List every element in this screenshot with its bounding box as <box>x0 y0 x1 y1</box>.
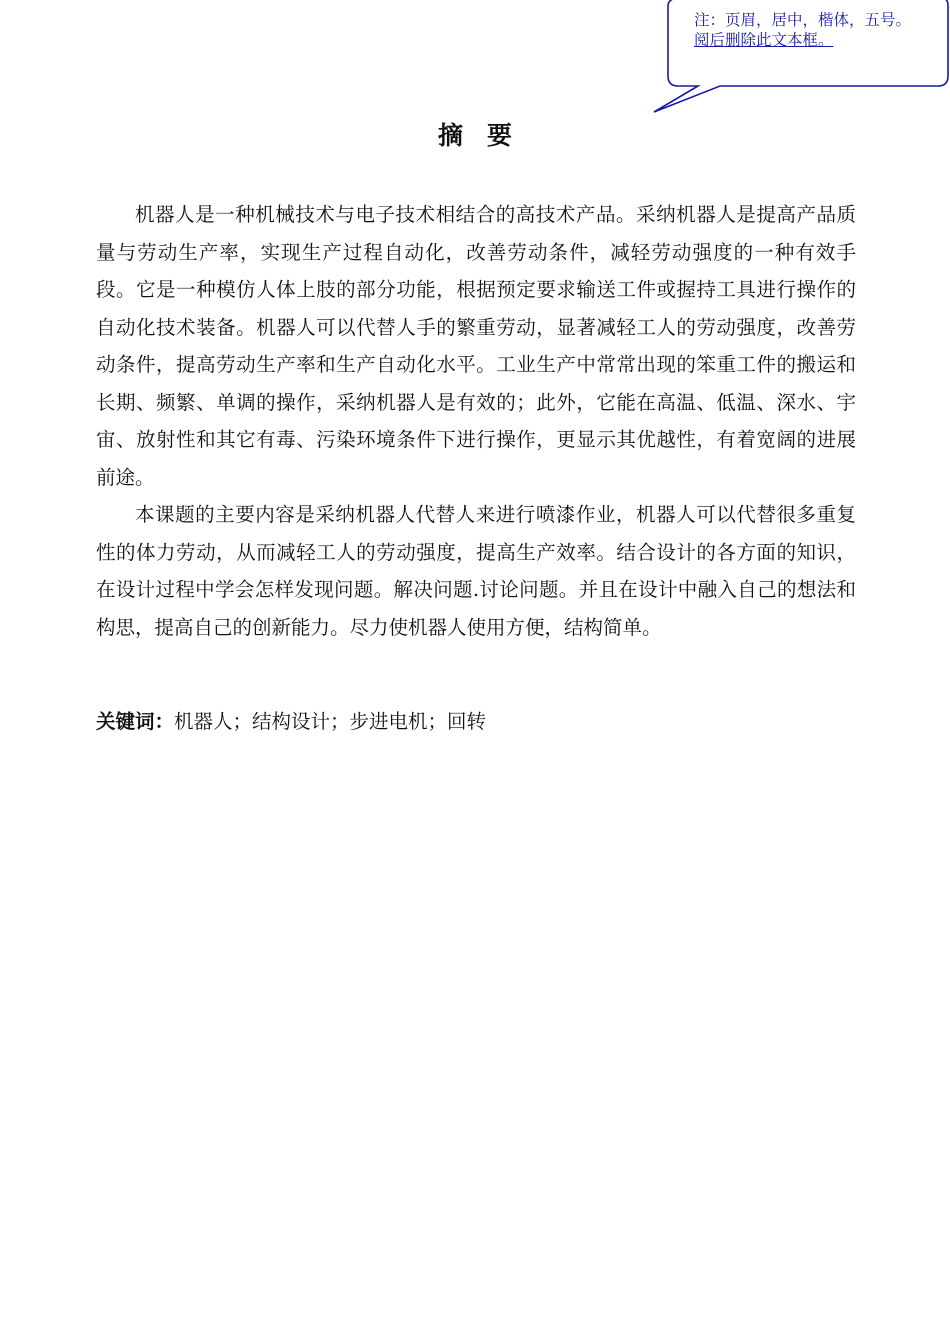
keywords-value: 机器人；结构设计；步进电机；回转 <box>174 710 487 733</box>
callout-text <box>694 10 944 50</box>
note-instruction: 注：页眉，居中，楷体，五号。 <box>694 11 912 29</box>
abstract-paragraph-2: 本课题的主要内容是采纳机器人代替人来进行喷漆作业，机器人可以代替很多重复性的体力劳动，从而减轻工人的劳动强度，提高生产效率。结合设计的各方面的知识，在设计过程中学会怎样发现问题。解决问题.讨论问题。并且在设计中融入自己的想法和构思，提高自己的创新能力。尽力使机器人使用方便，结构简单。 <box>96 503 856 639</box>
page-title: 摘要 <box>437 121 536 150</box>
note-callout[interactable] <box>650 0 950 115</box>
keywords-line <box>96 703 856 741</box>
note-delete-hint[interactable]: 阅后删除此文本框。 <box>694 31 834 49</box>
abstract-body <box>96 196 856 646</box>
abstract-paragraph-1: 机器人是一种机械技术与电子技术相结合的高技术产品。采纳机器人是提高产品质量与劳动生产率，实现生产过程自动化，改善劳动条件，减轻劳动强度的一种有效手段。它是一种模仿人体上肢的部分功能，根据预定要求输送工件或握持工具进行操作的自动化技术装备。机器人可以代替人手的繁重劳动，显著减轻工人的劳动强度，改善劳动条件，提高劳动生产率和生产自动化水平。工业生产中常常出现的笨重工件的搬运和长期、频繁、单调的操作，采纳机器人是有效的；此外，它能在高温、低温、深水、宇宙、放射性和其它有毒、污染环境条件下进行操作，更显示其优越性，有着宽阔的进展前途。 <box>96 203 856 489</box>
keywords-label: 关键词： <box>96 710 175 733</box>
